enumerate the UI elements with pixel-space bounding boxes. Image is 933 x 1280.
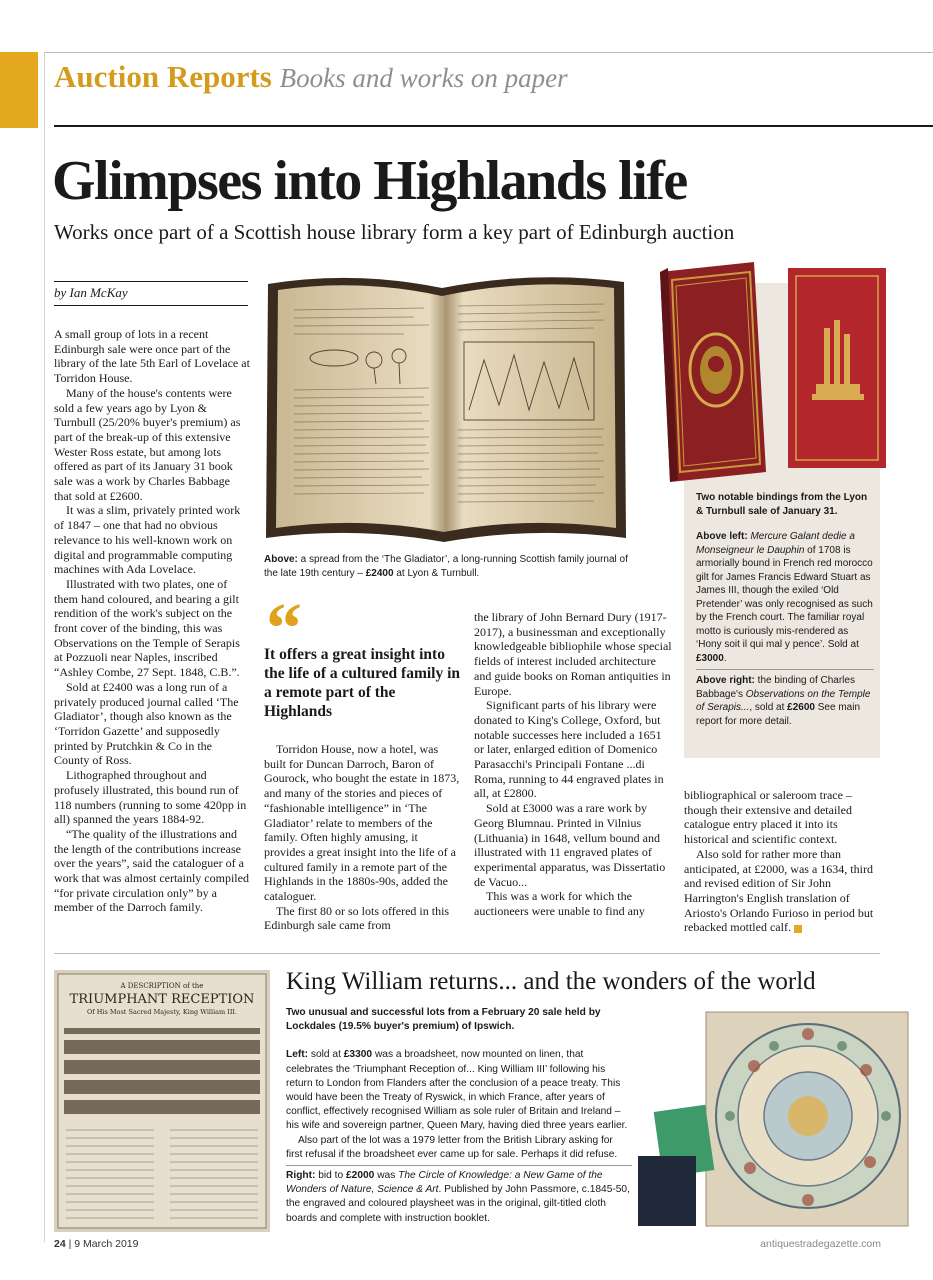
article-column-3 bbox=[474, 610, 674, 919]
quote-mark-icon: “ bbox=[266, 588, 302, 668]
section-header bbox=[54, 58, 568, 97]
footer-separator: | bbox=[68, 1238, 72, 1250]
right-text: the binding of Charles Babbage's bbox=[696, 675, 855, 700]
right-text-3: . Published by John Passmore, c.1845-50, the engraved and coloured playsheet was in the original, gilt-titled cloth boards and complete with instruction booklet. bbox=[286, 1184, 630, 1224]
secondary-headline: King William returns... and the wonders of the world bbox=[286, 968, 816, 995]
paragraph: Significant parts of his library were donated to King's College, Oxford, but notable successes here included a 1651 or later, enlarged edition of Domenico Parasacchi's Principali Fontane ...di Roma, running to 44 engraved plates in all, at £2800. bbox=[474, 698, 664, 801]
paragraph: bibliographical or saleroom trace – though their extensive and detailed catalogue entry placed it into its historical and scientific context. bbox=[684, 788, 852, 847]
paragraph-text: Also sold for rather more than anticipated, at £2000, was a 1634, third and revised edition of Sir John Harrington's English translation of Ariosto's Orlando Furioso in period but rebacked mottled calf. bbox=[684, 846, 874, 935]
byline: by Ian McKay bbox=[54, 285, 128, 300]
secondary-left-caption bbox=[286, 1048, 632, 1133]
caption-text: a spread from the ‘The Gladiator’, a long-running Scottish family journal of the late 19th century – bbox=[264, 554, 628, 579]
right-end: See main report for more detail. bbox=[696, 702, 861, 727]
footer-page-info bbox=[54, 1238, 138, 1250]
byline-rule-bottom bbox=[54, 305, 248, 306]
broadsheet-title-2: TRIUMPHANT RECEPTION bbox=[69, 992, 255, 1007]
paragraph: This was a work for which the auctioneers were unable to find any bbox=[474, 889, 645, 919]
secondary-left-caption-extra: Also part of the lot was a 1979 letter from the British Library asking for first refusal if the broadsheet ever came up for sale. Perhaps it did refuse. bbox=[286, 1134, 632, 1166]
paragraph: A small group of lots in a recent Edinburgh sale were once part of the library of the late 5th Earl of Lovelace at Torridon House. bbox=[54, 327, 250, 386]
article-column-4 bbox=[684, 788, 880, 935]
left-rule bbox=[44, 52, 45, 1242]
article-column-1 bbox=[54, 327, 250, 915]
paragraph: Torridon House, now a hotel, was built for Duncan Darroch, Baron of Gourock, who bought the estate in 1873, and many of the stories and pieces of “fashionable intelligence” in ‘The Gladiator’ relate to members of the family. Often highly amusing, it provides a great insight into the life of a cultured family in a remote part of the Highlands in the 1880s-90s, added the cataloguer. bbox=[264, 742, 460, 904]
secondary-text bbox=[286, 1006, 632, 1226]
paragraph bbox=[684, 847, 880, 935]
end-mark-icon bbox=[794, 925, 802, 933]
article-headline: Glimpses into Highlands life bbox=[52, 150, 687, 212]
gladiator-journal-photo bbox=[264, 270, 628, 546]
right-label: Right: bbox=[286, 1170, 316, 1182]
top-rule bbox=[44, 52, 933, 53]
photo-caption bbox=[264, 553, 634, 580]
pull-quote: It offers a great insight into the life of a cultured family in a remote part of the Highlands bbox=[264, 646, 461, 720]
subsection-name: Books and works on paper bbox=[279, 63, 568, 93]
paragraph: Illustrated with two plates, one of them hand coloured, and bearing a gilt rendition of the work's subject on the front cover of the binding, this was Observations on the Temple of Serapis at Pozzuoli near Naples, inscribed “Ashley Combe, 27 Sept. 1848, C.B.”. bbox=[54, 576, 240, 680]
right-label: Above right: bbox=[696, 675, 755, 686]
byline-rule-top bbox=[54, 281, 248, 282]
right-price: £2000 bbox=[346, 1170, 375, 1182]
paragraph: The first 80 or so lots offered in this Edinburgh sale came from bbox=[264, 903, 450, 933]
section-tab bbox=[0, 52, 38, 128]
section-divider bbox=[54, 953, 880, 954]
left-label: Left: bbox=[286, 1049, 309, 1061]
broadsheet-photo bbox=[54, 970, 270, 1232]
issue-date: 9 March 2019 bbox=[74, 1238, 139, 1250]
left-price: £3300 bbox=[343, 1049, 373, 1061]
right-price: £2600 bbox=[787, 702, 815, 713]
paragraph: the library of John Bernard Dury (1917-2017), a businessman and exceptionally knowledgeable bibliophile whose special fields of interest included architecture and guide books on Roman antiquities in Europe. bbox=[474, 610, 672, 698]
footer-site-link[interactable]: antiquestradegazette.com bbox=[760, 1238, 881, 1250]
broadsheet-title-1: A DESCRIPTION of the bbox=[120, 982, 204, 990]
right-title: Observations on the Temple of Serapis... bbox=[696, 688, 871, 713]
right-text: bid to bbox=[315, 1170, 347, 1182]
caption-text-end: at Lyon & Turnbull. bbox=[393, 567, 480, 579]
left-title: Mercure Galant dedie a Monseigneur le Dauphin bbox=[696, 531, 855, 556]
article-column-2 bbox=[264, 742, 460, 933]
paragraph: Sold at £2400 was a long run of a privately produced journal called ‘The Gladiator’, though also known as the ‘Torridon Gazette’ and supposedly printed by Prutchkin & Co in the County of Ross. bbox=[54, 679, 239, 768]
bindings-left-caption bbox=[696, 530, 874, 670]
left-text: sold at bbox=[308, 1049, 344, 1061]
left-label: Above left: bbox=[696, 531, 748, 542]
right-text-2: was bbox=[374, 1170, 399, 1182]
paragraph: Many of the house's contents were sold a few years ago by Lyon & Turnbull (25/20% buyer's premium) as part of the break-up of this extensive Wester Ross estate, but among lots offered as part of its January 31 book sale was a work by Charles Babbage that sold at £2600. bbox=[54, 385, 241, 503]
page-number: 24 bbox=[54, 1238, 66, 1250]
game-board-photo bbox=[634, 1006, 914, 1234]
secondary-right-caption bbox=[286, 1169, 632, 1226]
right-title: The Circle of Knowledge: a New Game of the Wonders of Nature, Science & Art bbox=[286, 1170, 603, 1196]
caption-label: Above: bbox=[264, 554, 298, 565]
paragraph: Sold at £3000 was a rare work by Georg Blumnau. Printed in Vilnius (Lithuania) in 1648, vellum bound and illustrated with 11 engraved plates of experimental apparatus, was Dissertatio de Vacuo... bbox=[474, 801, 666, 889]
left-end: . bbox=[723, 652, 727, 664]
bindings-photo bbox=[654, 258, 890, 488]
bindings-right-caption bbox=[696, 674, 874, 728]
left-text-2: was a broadsheet, now mounted on linen, that celebrates the ‘Triumphant Reception of... King William III’ following his return to London from Flanders after the conclusion of a peace treaty. This would have been the Treaty of Ryswick, in which France, after years of conflict, effectively recognised William as sole ruler of Britain and Ireland – his wife and sovereign partner, Queen Mary, having died three years earlier. bbox=[286, 1049, 628, 1132]
caption-price: £2400 bbox=[365, 567, 394, 579]
article-standfirst: Works once part of a Scottish house library form a key part of Edinburgh auction bbox=[54, 220, 735, 244]
paragraph: “The quality of the illustrations and the length of the contributions increase over the years”, said the cataloguer of a work that was almost certainly compiled “for private circulation only” by a member of the Darroch family. bbox=[54, 826, 249, 915]
left-text: of 1708 is armorially bound in French red morocco gilt for James Francis Edward Stuart as James III, though the exiled ‘Old Pretender’ was only recognised as such by the French court. The familiar royal motto is curiously mis-rendered as ‘Hony soit il qui mal y pence’. Sold at bbox=[696, 544, 873, 650]
section-name: Auction Reports bbox=[54, 59, 272, 94]
right-text-2: , sold at bbox=[749, 702, 788, 713]
paragraph: It was a slim, privately printed work of 1847 – one that had no obvious relevance to his well-known work on digital and programmable computing machines with Ada Lovelace. bbox=[54, 503, 241, 577]
left-price: £3000 bbox=[696, 652, 724, 664]
bindings-intro: Two notable bindings from the Lyon & Turnbull sale of January 31. bbox=[696, 492, 868, 517]
bindings-caption bbox=[696, 491, 874, 728]
paragraph: Lithographed throughout and profusely illustrated, this bound run of 118 numbers (running to some 420pp in all) spanned the years 1884-92. bbox=[54, 768, 247, 827]
broadsheet-title-3: Of His Most Sacred Majesty, King William III. bbox=[86, 1008, 238, 1016]
secondary-intro: Two unusual and successful lots from a February 20 sale held by Lockdales (19.5% buyer's premium) of Ipswich. bbox=[286, 1007, 601, 1033]
header-rule bbox=[54, 125, 933, 127]
